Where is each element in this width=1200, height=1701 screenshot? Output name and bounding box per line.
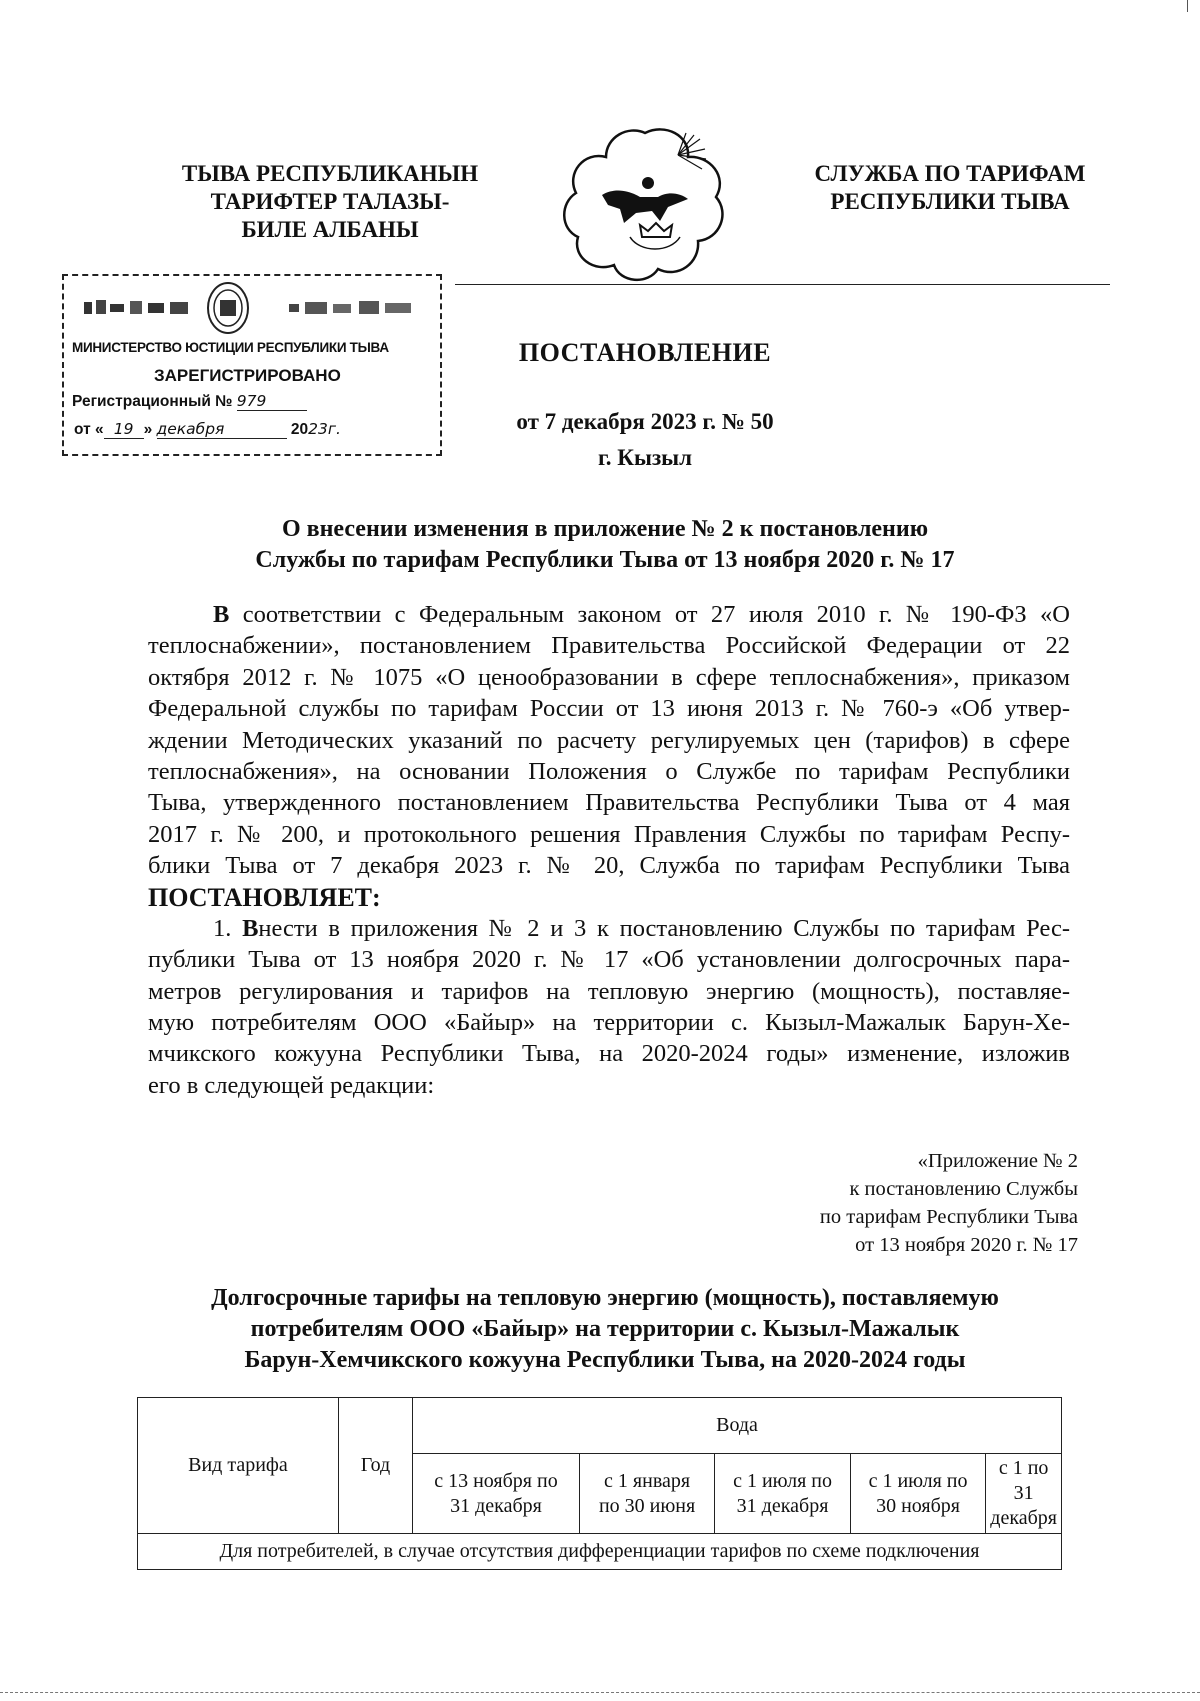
body-line-rest: соответствии с Федеральным законом от 27 июля 2010 г. № 190-ФЗ «О (229, 601, 1070, 628)
header-period (579, 1454, 714, 1534)
subject-line: Службы по тарифам Республики Тыва от 13 ноября 2020 г. № 17 (255, 547, 955, 573)
period-line: по 30 июня (598, 1494, 696, 1517)
appendix-line: «Приложение № 2 (917, 1150, 1078, 1172)
item-line: мчикского кожууна Республики Тыва, на 2020-2024 годы» изменение, изложив (148, 1040, 1070, 1068)
scan-edge (0, 1692, 1200, 1693)
period-line: декабря (990, 1507, 1057, 1529)
document-date-number: от 7 декабря 2023 г. № 50 (516, 409, 774, 434)
stamp-ministry: МИНИСТЕРСТВО ЮСТИЦИИ РЕСПУБЛИКИ ТЫВА (72, 340, 389, 355)
body-line (148, 599, 1070, 630)
appendix-line: к постановлению Службы (849, 1178, 1078, 1200)
header-period (986, 1454, 1062, 1534)
stamp-date-prefix: от « (74, 421, 104, 438)
header-left-line: ТАРИФТЕР ТАЛАЗЫ- (210, 189, 450, 214)
item-line: публики Тыва от 13 ноября 2020 г. № 17 «Об установлении долгосрочных пара- (148, 946, 1070, 974)
body-line: блики Тыва от 7 декабря 2023 г. № 20, Служба по тарифам Республики Тыва (148, 852, 1070, 880)
header-left-line: БИЛЕ АЛБАНЫ (241, 217, 419, 242)
stamp-registered: ЗАРЕГИСТРИРОВАНО (154, 366, 341, 385)
stamp-date-line (74, 420, 341, 439)
scan-mark (1187, 0, 1188, 12)
header-left-line: ТЫВА РЕСПУБЛИКАНЫН (181, 161, 479, 186)
body-line: Тыва, утвержденного постановлением Правительства Республики Тыва от 4 мая (148, 789, 1070, 817)
period-line: 31 декабря (450, 1494, 542, 1517)
table-section-row: Для потребителей, в случае отсутствия дифференциации тарифов по схеме подключения (138, 1534, 1062, 1570)
resolves-word: ПОСТАНОВЛЯЕТ: (148, 882, 381, 912)
stamp-reg-number: 979 (237, 392, 307, 411)
appendix-line: от 13 ноября 2020 г. № 17 (855, 1234, 1078, 1256)
document-subject (140, 514, 1070, 576)
table-title-line: Долгосрочные тарифы на тепловую энергию (мощность), поставляемую (211, 1285, 999, 1311)
stamp-reg-number-line (72, 392, 307, 411)
stamp-date-year-suffix: 23г. (308, 420, 341, 438)
stamp-date-month: декабря (157, 420, 287, 439)
header-period (850, 1454, 985, 1534)
header-water: Вода (413, 1398, 1062, 1454)
body-line: 2017 г. № 200, и протокольного решения Правления Службы по тарифам Респу- (148, 820, 1070, 848)
stamp-date-mid: » (143, 421, 153, 438)
header-right-line: РЕСПУБЛИКИ ТЫВА (830, 189, 1070, 214)
subject-line: О внесении изменения в приложение № 2 к постановлению (281, 516, 929, 542)
document-body (148, 599, 1070, 1101)
table-title (130, 1283, 1080, 1376)
period-line: с 1 июля по (733, 1469, 832, 1492)
item-line: мую потребителям ООО «Байыр» на территории с. Кызыл-Мажалык Барун-Хе- (148, 1009, 1070, 1037)
table-title-line: Барун-Хемчикского кожууна Республики Тыва, на 2020-2024 годы (244, 1347, 966, 1373)
item-number: 1. (213, 914, 243, 942)
stamp-smudge (289, 298, 429, 318)
body-line: ждении Методических указаний по расчету регулируемых цен (тарифов) в сфере (148, 726, 1070, 754)
header-period (413, 1454, 580, 1534)
appendix-line: по тарифам Республики Тыва (819, 1206, 1078, 1228)
body-line: теплоснабжения», на основании Положения о Службе по тарифам Республики (148, 757, 1070, 785)
body-line: Федеральной службы по тарифам России от 13 июня 2013 г. № 760-э «Об утвер- (148, 695, 1070, 723)
period-line: 31 декабря (736, 1494, 829, 1517)
document-city: г. Кызыл (597, 445, 693, 470)
header-year: Год (338, 1398, 412, 1534)
period-line: с 1 января (604, 1469, 691, 1492)
registration-stamp (62, 274, 442, 456)
document-type: ПОСТАНОВЛЕНИЕ (518, 338, 772, 367)
item-lead-letter: В (242, 914, 259, 942)
header-russian-name (780, 160, 1120, 216)
item-line-rest: нести в приложения № 2 и 3 к постановлению Службы по тарифам Рес- (258, 914, 1071, 942)
item-line: его в следующей редакции: (148, 1071, 435, 1099)
period-line: 30 ноября (876, 1494, 960, 1517)
stamp-date-year-prefix: 20 (290, 421, 309, 438)
period-line: с 1 по 31 (998, 1457, 1049, 1504)
appendix-reference (820, 1147, 1078, 1259)
stamp-reg-label: Регистрационный № (72, 393, 233, 410)
period-line: с 13 ноября по (434, 1469, 558, 1492)
header-tariff-type: Вид тарифа (138, 1398, 339, 1534)
item-line (148, 913, 1070, 944)
tariff-table (137, 1397, 1062, 1570)
period-line: с 1 июля по (868, 1469, 968, 1492)
stamp-emblem-icon (204, 280, 252, 336)
header-tyvan-name (150, 160, 510, 244)
body-line: октября 2012 г. № 1075 «О ценообразовании в сфере теплоснабжения», приказом (148, 663, 1070, 691)
item-line: метров регулирования и тарифов на тепловую энергию (мощность), поставляе- (148, 977, 1070, 1005)
stamp-smudge (84, 298, 194, 318)
header-divider (455, 284, 1110, 285)
body-lead-letter: В (213, 601, 230, 628)
stamp-date-day: 19 (104, 420, 144, 439)
coat-of-arms-emblem (560, 125, 730, 285)
table-title-line: потребителям ООО «Байыр» на территории с. Кызыл-Мажалык (250, 1316, 960, 1342)
header-period (715, 1454, 851, 1534)
body-line: теплоснабжении», постановлением Правительства Российской Федерации от 22 (148, 632, 1070, 660)
header-right-line: СЛУЖБА ПО ТАРИФАМ (814, 161, 1086, 186)
